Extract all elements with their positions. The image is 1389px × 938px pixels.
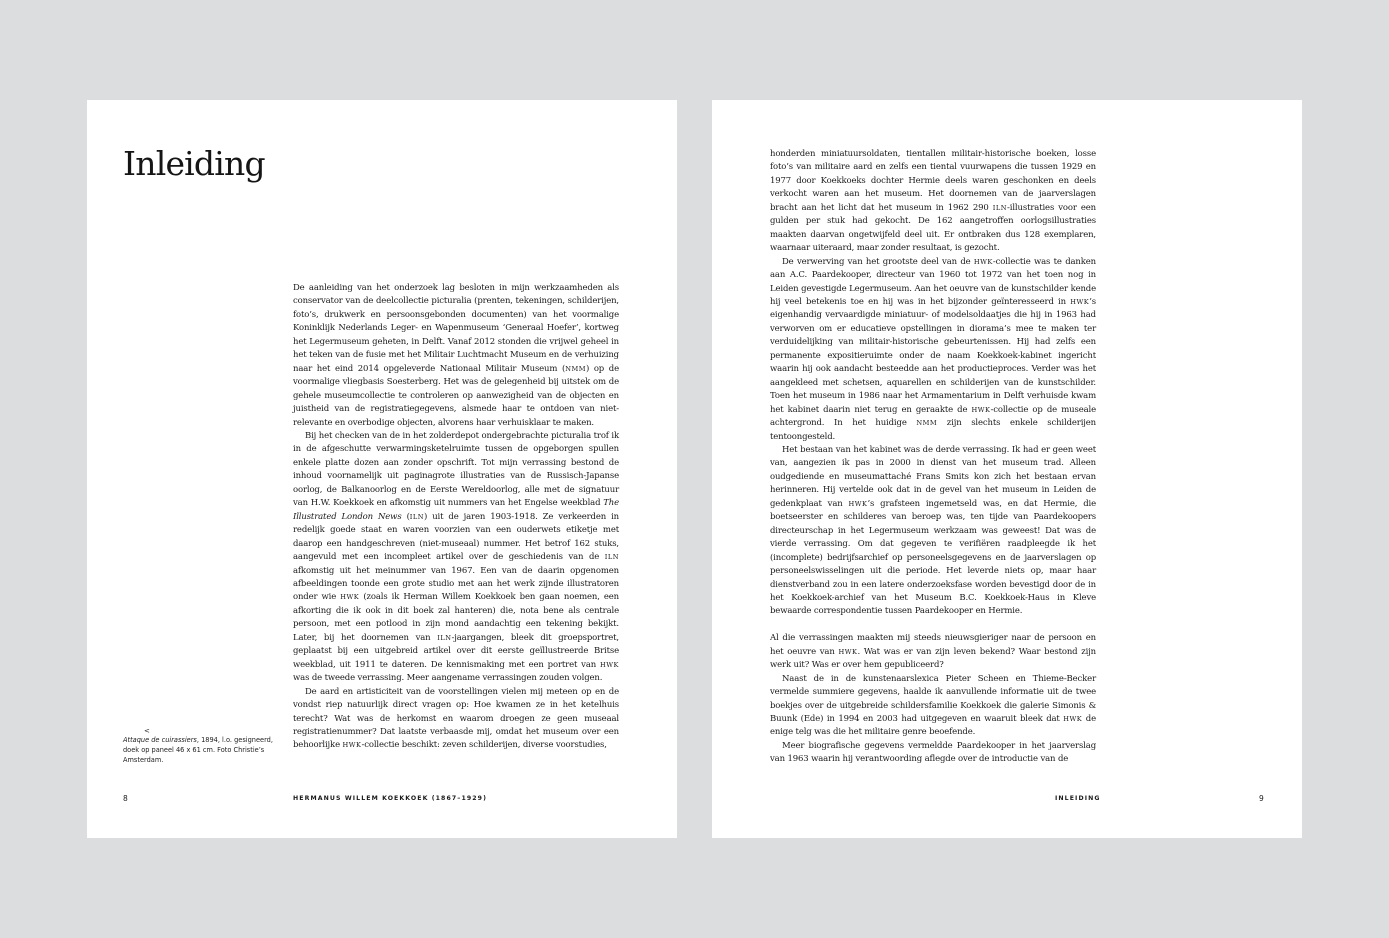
figure-caption	[123, 727, 283, 765]
chapter-title: Inleiding	[123, 144, 265, 183]
left-body-column	[293, 282, 619, 753]
page-number: 8	[123, 794, 128, 803]
body-paragraph: honderden miniatuursoldaten, tientallen militair-historische boeken, losse foto’s van militaire aard en zelfs een tiental vuurwapens die tussen 1929 en 1977 door Koekkoeks dochter Hermie deels waren geschonken en deels verkocht waren aan het museum. Het doornemen van de jaarverslagen bracht aan het licht dat het museum in 1962 290 ILN-illustraties voor een gulden per stuk had gekocht. De 162 aangetroffen oorlogsillustraties maakten daarvan ongetwijfeld deel uit. Er ontbraken dus 128 exemplaren, waarnaar uiteraard, maar zonder resultaat, is gezocht.	[770, 149, 1096, 254]
page-number: 9	[1259, 794, 1264, 803]
body-paragraph: Meer biografische gegevens vermeldde Paardekooper in het jaarverslag van 1963 waarin hij verantwoording aflegde over de introductie van de	[770, 740, 1096, 765]
body-paragraph: Het bestaan van het kabinet was de derde verrassing. Ik had er geen weet van, aangezien ik pas in 2000 in dienst van het museum trad. Alleen oudgediende en museumattaché Frans Smits kon zich het bestaan ervan herinneren. Hij vertelde ook dat in de gevel van het museum in Leiden de gedenkplaat van HWK’s grafsteen ingemetseld was, en dat Hermie, die boetseerster en schilderes van beroep was, ten tijde van Paardekoopers directeurschap in het Legermuseum werkzaam was geweest! Dat was de vierde verrassing. Om dat gegeven te verifiëren raadpleegde ik het (incomplete) bedrijfsarchief op personeelsgegevens en de jaarverslagen op personeelswisselingen uit die periode. Het leverde niets op, maar haar dienstverband zou in een latere onderzoeksfase worden bevestigd door de in het Koekkoek-archief van het Museum B.C. Koekkoek-Haus in Kleve bewaarde correspondentie tussen Paardekooper en Hermie.	[770, 444, 1096, 617]
body-paragraph: Al die verrassingen maakten mij steeds nieuwsgieriger naar de persoon en het oeuvre van HWK. Wat was er van zijn leven bekend? Waar bestond zijn werk uit? Was er over hem gepubliceerd?	[770, 633, 1096, 671]
right-page	[712, 100, 1302, 838]
body-paragraph: Naast de in de kunstenaarslexica Pieter Scheen en Thieme-Becker vermelde summiere gegevens, haalde ik aanvullende informatie uit de twee boekjes over de uitgebreide schildersfamilie Koekkoek die galerie Simonis & Buunk (Ede) in 1994 en 2003 had uitgegeven en waaruit bleek dat HWK de enige telg was die het militaire genre beoefende.	[770, 673, 1096, 738]
body-paragraph: De aard en artisticiteit van de voorstellingen vielen mij meteen op en de vondst riep natuurlijk direct vragen op: Hoe kwamen ze in het ketelhuis terecht? Wat was de herkomst en waarom droegen ze geen museaal registratienummer? Dat laatste verbaasde mij, omdat het museum over een behoorlijke HWK-collectie beschikt: zeven schilderijen, diverse voorstudies,	[293, 686, 619, 751]
caption-title: Attaque de cuirassiers	[123, 736, 197, 744]
running-head: HERMANUS WILLEM KOEKKOEK (1867–1929)	[293, 795, 488, 802]
caption-arrow-icon: <	[144, 727, 150, 735]
body-paragraph: Bij het checken van de in het zolderdepot ondergebrachte picturalia trof ik in de afgeschutte verwarmingsketelruimte tussen de opgeborgen spullen enkele platte dozen aan zonder opschrift. Tot mijn verrassing bestond de inhoud voornamelijk uit paginagrote illustraties van de Russisch-Japanse oorlog, de Balkanoorlog en de Eerste Wereldoorlog, alle met de signatuur van H.W. Koekkoek en afkomstig uit nummers van het Engelse weekblad The Illustrated London News (ILN) uit de jaren 1903-1918. Ze verkeerden in redelijk goede staat en waren voorzien van een ouderwets etiketje met daarop een handgeschreven (niet-museaal) nummer. Het betrof 162 stuks, aangevuld met een incompleet artikel over de geschiedenis van de ILN afkomstig uit het meinummer van 1967. Een van de daarin opgenomen afbeeldingen toonde een grote studio met aan het werk zijnde illustratoren onder wie HWK (zoals ik Herman Willem Koekkoek ben gaan noemen, een afkorting die ik ook in dit boek zal hanteren) die, nota bene als centrale persoon, met een potlood in zijn mond aandachtig een tekening bekijkt. Later, bij het doornemen van ILN-jaargangen, bleek dit groepsportret, geplaatst bij een uitgebreid artikel over dit eerste geïllustreerde Britse weekblad, uit 1911 te dateren. De kennismaking met een portret van HWK was de tweede verrassing. Meer aangename verrassingen zouden volgen.	[293, 430, 620, 684]
body-paragraph: De aanleiding van het onderzoek lag besloten in mijn werkzaamheden als conservator van de deelcollectie picturalia (prenten, tekeningen, schilderijen, foto’s, drukwerk en persoonsgebonden documenten) van het voormalige Koninklijk Nederlands Leger- en Wapenmuseum ‘Generaal Hoefer’, kortweg het Legermuseum geheten, in Delft. Vanaf 2012 stonden die vrijwel geheel in het teken van de fusie met het Militair Luchtmacht Museum en de verhuizing naar het eind 2014 opgeleverde Nationaal Militair Museum (NMM) op de voormalige vliegbasis Soesterberg. Het was de gelegenheid bij uitstek om de gehele museumcollectie te controleren op aanwezigheid van de objecten en juistheid van de registratiegegevens, alsmede haar te ontdoen van niet-relevante en overbodige objecten, alvorens haar verhuisklaar te maken.	[293, 283, 619, 428]
right-body-column	[770, 148, 1096, 767]
caption-text: , 1894, l.o. gesigneerd, doek op paneel 46 x 61 cm. Foto Christie’s Amsterdam.	[123, 736, 273, 764]
left-page	[87, 100, 677, 838]
body-paragraph: De verwerving van het grootste deel van de HWK-collectie was te danken aan A.C. Paardekooper, directeur van 1960 tot 1972 van het toen nog in Leiden gevestigde Legermuseum. Aan het oeuvre van de kunstschilder kende hij veel betekenis toe en hij was in het bijzonder geïnteresseerd in HWK’s eigenhandig vervaardigde miniatuur- of modelsoldaatjes die hij in 1963 had verworven om er educatieve opstellingen in diorama’s mee te maken ter verduidelijking van militair-historische gebeurtenissen. Hij had zelfs een permanente expositieruimte onder de naam Koekkoek-kabinet ingericht waarin hij ook aandacht besteedde aan het productieproces. Verder was het aangekleed met schetsen, aquarellen en schilderijen van de kunstschilder. Toen het museum in 1986 naar het Armamentarium in Delft verhuisde kwam het kabinet daarin niet terug en geraakte de HWK-collectie op de museale achtergrond. In het huidige NMM zijn slechts enkele schilderijen tentoongesteld.	[770, 256, 1096, 442]
running-head: INLEIDING	[1055, 795, 1101, 802]
